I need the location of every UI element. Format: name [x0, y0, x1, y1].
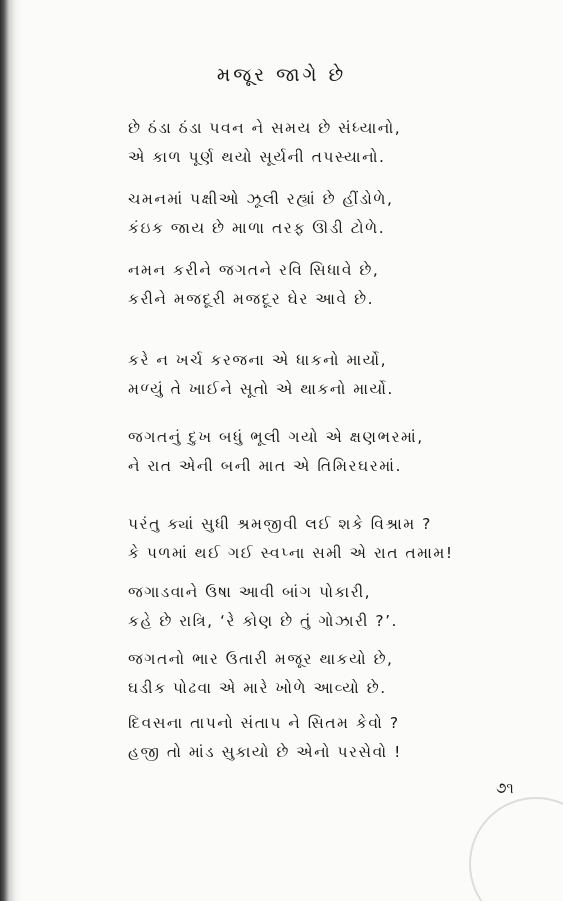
poem-line: કરીને મજદૂરી મજદૂર ઘેર આવે છે. [128, 290, 374, 308]
poem-line: દિવસના તાપનો સંતાપ ને સિતમ કેવો ? [128, 714, 400, 732]
poem-line: કરે ન ખર્ચ કરજના એ ધાકનો માર્યો, [128, 351, 388, 369]
stanza-1 [128, 114, 448, 172]
stanza-2 [128, 185, 448, 243]
poem-line: હજી તો માંડ સુકાયો છે એનો પરસેવો ! [128, 743, 402, 761]
poem-line: કે પળમાં થઈ ગઈ સ્વપ્ના સમી એ રાત તમામ! [128, 544, 454, 562]
poem-line: છે ઠંડા ઠંડા પવન ને સમય છે સંધ્યાનો, [128, 119, 402, 137]
stanza-6 [128, 510, 454, 568]
poem-line: મળ્યું તે ખાઈને સૂતો એ થાકનો માર્યો. [128, 380, 394, 398]
stanza-9 [128, 709, 448, 767]
poem-line: ઘડીક પોઢવા એ મારે ખોળે આવ્યો છે. [128, 679, 387, 697]
poem-line: જગતનું દુખ બધું ભૂલી ગયો એ ક્ષણભરમાં, [128, 428, 424, 446]
stanza-7 [128, 578, 448, 636]
poem-title: મજૂર જાગે છે [216, 64, 347, 86]
poem-line: કંઇક જાય છે માળા તરફ ઊડી ટોળે. [128, 219, 386, 237]
page-number: ૭૧ [496, 779, 514, 797]
poem-line: કહે છે રાત્રિ, ‘રે કોણ છે તું ગોઝારી ?’. [128, 612, 398, 630]
poem-line: જગાડવાને ઉષા આવી બાંગ પોકારી, [128, 583, 372, 601]
poem-line: જગતનો ભાર ઉતારી મજૂર થાકયો છે, [128, 650, 394, 668]
stanza-5 [128, 423, 448, 481]
stanza-3 [128, 256, 448, 314]
poem-line: ને રાત એની બની માત એ તિમિરઘરમાં. [128, 457, 402, 475]
poem-line: પરંતુ ક્યાં સુધી શ્રમજીવી લઈ શકે વિશ્રામ ? [128, 515, 432, 533]
poem-line: નમન કરીને જગતને રવિ સિધાવે છે, [128, 261, 380, 279]
poem-line: એ કાળ પૂર્ણ થયો સૂર્યની તપસ્યાનો. [128, 148, 386, 166]
stanza-8 [128, 645, 448, 703]
stanza-4 [128, 346, 448, 404]
poem-line: ચમનમાં પક્ષીઓ ઝૂલી રહ્યાં છે હીંડોળે, [128, 190, 394, 208]
